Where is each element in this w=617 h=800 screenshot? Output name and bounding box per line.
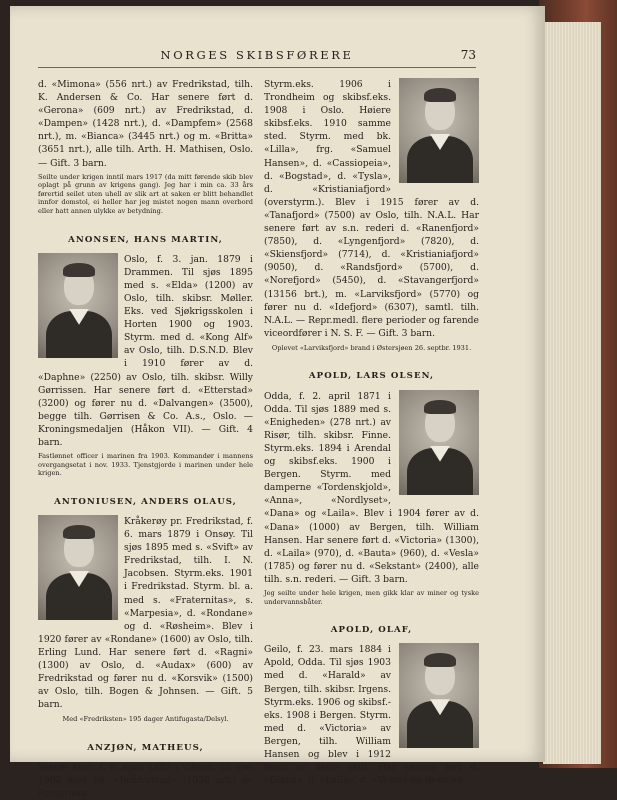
entry-text-apold-olaf: Geilo, f. 23. mars 1884 i Apold, Odda. Til sjøs 1903 med d. «Harald» av Bergen, tilh. skibsr. Irgens. Styrm.eks. 1906 og skibsf.-eks. 1908 i Bergen. Styrm. med d. «Victoria» av Bergen, tilh. William Hansen og blev i 1912 fører av dette skib. Har senere ført d. «Diana», d. «Laila», d. «Vesla» og fører nu	[264, 644, 479, 787]
page-edges	[543, 22, 601, 764]
entry-name-apold-lars: APOLD, LARS OLSEN,	[308, 371, 435, 382]
entry-note-anonsen: Fastlønnet officer i marinen fra 1903. Kommandør i mannens overgangsetat i nov. 1933. Tjenstgjorde i marinen under hele krigen.	[38, 452, 253, 478]
entry-name-apold-olaf: APOLD, OLAF,	[330, 625, 413, 636]
portrait-photo-apold-lars	[399, 390, 479, 495]
continued-entry-caption: Oplevet «Larviksfjord» brand i Østersjøen 26. septbr. 1931.	[271, 343, 472, 352]
entry-name-antoniusen: ANTONIUSEN, ANDERS OLAUS,	[54, 496, 237, 507]
header-rule	[38, 67, 476, 68]
entry-text-anonsen: Oslo, f. 3. jan. 1879 i Drammen. Til sjøs 1895 med s. «Elda» (1200) av Oslo, tilh. skibsr. Møller. Eks. ved Sjøkrigsskolen i Horten 1900 og 1903. Styrm. med d. «Kong Alf» av Oslo, tilh. D.S.N.D. Blev i 1910 fører av d. «Daphne» (2250) av Oslo, tilh. skibsr. Willy Gørrissen. Har senere ført d. «Etterstad» (3200) og fører nu d. «Dalvangen» (3500), begge tilh. Gørrisen & Co. A.s., Oslo. — Kroningsmedaljen (Håkon VII). — Gift. 4 barn.	[38, 253, 253, 449]
page-number: 73	[460, 48, 476, 62]
continued-entry-text-right: Styrm.eks. 1906 i Trondheim og skibsf.eks. 1908 i Oslo. Høiere skibsf.eks. 1910 samme sted. Styrm. med bk. «Lilla», frg. «Samuel Hansen», d. «Cassiopeia», d. «Bogstad», d. «Tysla», d. «Kristianiafjord» (overstyrm.). Blev i 1915 fører av d. «Tanafjord» (7500) av Oslo, tilh. N.A.L. Har senere ført av s.n. rederi d. «Ranenfjord» (7850), d. «Lyngenfjord» (7820), d. «Skiensfjord» (7714), d. «Kristianiafjord» (9050), d. «Randsfjord» (5700), d. «Norefjord» (5450), d. «Stavangerfjord» (13156 brt.), m. «Larviksfjord» (5770) og fører nu d. «Idefjord» (6307), samtl. tilh. N.A.L. — Repr.medl. flere perioder og farende viceordfører i N. S. F. — Gift. 3 barn.	[264, 79, 479, 339]
continued-entry-note: Seilte under krigen inntil mars 1917 (da mitt førende skib blev oplagt på grunn av krigens gang). Jeg har i min ca. 33 års førertid seilet uten uhell av slik art at saken er blitt behandlet innfor domstol, ei heller har jeg mistet nogen mann overbord eller hatt annen ulykke av betydning.	[38, 172, 253, 216]
running-title: NORGES SKIBSFØRERE	[160, 48, 354, 62]
portrait-photo-anonsen	[38, 253, 118, 358]
portrait-photo-continued-entry	[399, 78, 479, 183]
entry-caption-antoniusen: Med «Fredriksten» 195 dager Antifugasta/Delsyl.	[62, 715, 229, 724]
entry-text-anzjon: Vestre Aker, f. 8. april 1885 i Vikten. Til sjøs 1902 med bk. «Jomfruland» (1030 nrt.) av Porsgrunn.	[38, 762, 253, 800]
entry-name-anonsen: ANONSEN, HANS MARTIN,	[68, 234, 223, 245]
portrait-photo-antoniusen	[38, 515, 118, 620]
entry-text-antoniusen: Kråkerøy pr. Fredrikstad, f. 6. mars 1879 i Onsøy. Til sjøs 1895 med s. «Svift» av Fredrikstad, tilh. I. N. Jacobsen. Styrm.eks. 1901 i Fredrikstad. Styrm. bl. a. med s. «Fraternitas», s. «Marpesia», d. «Rondane» og d. «Røsheim». Blev i 1920 fører av «Rondane» (1600) av Oslo, tilh. Erling Lund. Har senere ført d. «Ragni» (1300) av Oslo, d. «Audax» (600) av Fredrikstad og fører nu d. «Korsvik» (1500) av Oslo, tilh. Bogen & Johnsen. — Gift. 5 barn.	[38, 516, 253, 711]
continued-entry-text: d. «Mimona» (556 nrt.) av Fredrikstad, tilh. K. Andersen & Co. Har senere ført d. «Gerona» (609 nrt.) av Fredrikstad, d. «Dampen» (1428 nrt.), d. «Dampfem» (2568 nrt.), m. «Bianca» (3445 nrt.) og m. «Britta» (3651 nrt.), alle tilh. Arth. H. Mathisen, Oslo. — Gift. 3 barn.	[38, 79, 253, 169]
left-column	[38, 78, 253, 800]
entry-text-apold-lars: Odda, f. 2. april 1871 i Odda. Til sjøs 1889 med s. «Enigheden» (278 nrt.) av Risør, tilh. skibsr. Finne. Styrm.eks. 1894 i Arendal og skibsf.eks. 1900 i Bergen. Styrm. med damperne «Tordenskjold», «Anna», «Nordlyset», «Dana» og «Laila». Blev i 1904 fører av d. «Dana» (1000) av Bergen, tilh. William Hansen. Har senere ført d. «Victoria» (1300), d. «Laila» (970), d. «Bauta» (960), d. «Vesla» (1785) og fører nu d. «Sekstant» (2400), alle tilh. s.n. rederi. — Gift. 3 barn.	[264, 390, 479, 585]
right-column	[264, 78, 479, 787]
entry-name-anzjon: ANZJØN, MATHEUS,	[87, 743, 204, 753]
portrait-photo-apold-olaf	[399, 643, 479, 748]
running-header	[38, 48, 476, 66]
entry-note-apold-lars: Jeg seilte under hele krigen, men gikk klar av miner og tyske undervannsbåter.	[264, 588, 479, 606]
